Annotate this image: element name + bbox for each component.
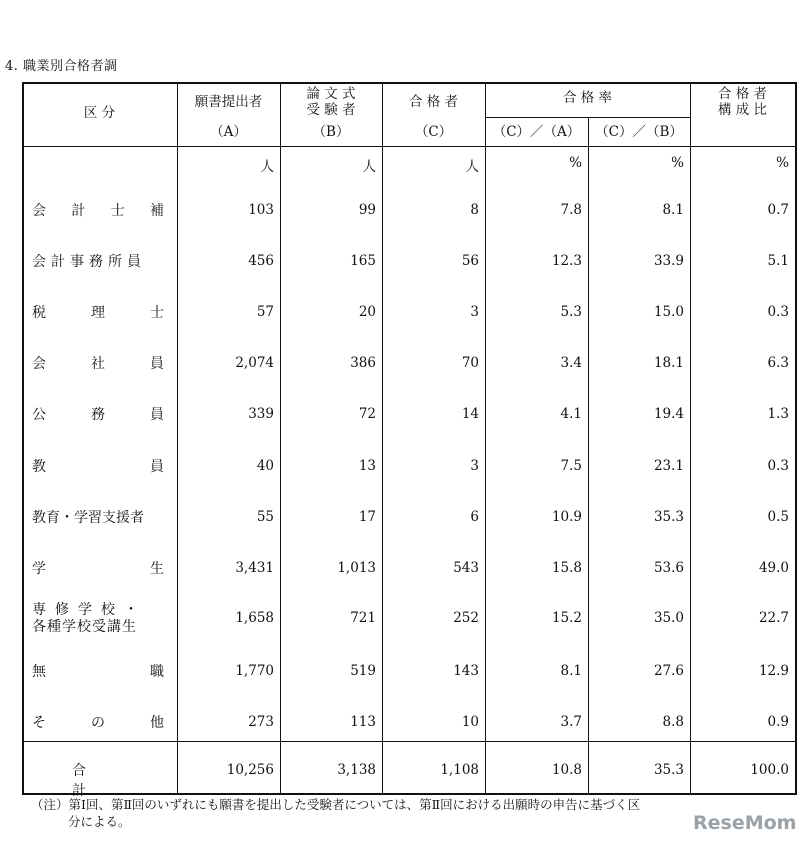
unit-cell: 人	[362, 159, 376, 175]
cell-c: 3	[470, 458, 479, 474]
total-label-text: 合計	[72, 763, 116, 799]
cell-c: 56	[461, 253, 479, 269]
cell-ca: 3.4	[560, 355, 582, 371]
cell-ca: 5.3	[560, 304, 582, 320]
header-passers: 合 格 者	[408, 94, 459, 110]
cell-ca: 8.1	[560, 663, 582, 679]
cell-c: 14	[461, 406, 479, 422]
label-glyph: 税	[32, 305, 46, 321]
cell-b: 113	[350, 714, 376, 730]
label-glyph: 生	[150, 561, 164, 577]
cell-ca: 15.8	[551, 560, 582, 576]
label-glyph: 員	[150, 459, 164, 475]
total-c: 1,108	[440, 762, 479, 778]
cell-a: 1,770	[235, 663, 274, 679]
cell-a: 1,658	[235, 610, 274, 626]
cell-a: 3,431	[235, 560, 274, 576]
label-glyph: 会	[32, 203, 46, 219]
cell-c: 543	[453, 560, 479, 576]
total-label	[72, 760, 132, 800]
row-label	[32, 602, 164, 636]
cell-cb: 8.8	[662, 714, 684, 730]
row-label-text	[32, 200, 164, 220]
label-glyph: 理	[91, 305, 105, 321]
unit-cell: %	[671, 155, 684, 171]
page-title: 4. 職業別合格者調	[5, 59, 118, 74]
cell-b: 165	[350, 253, 376, 269]
row-label-text	[32, 661, 164, 681]
cell-cb: 15.0	[653, 304, 684, 320]
cell-cb: 33.9	[653, 253, 684, 269]
row-label-text	[32, 456, 164, 476]
row-label-text	[32, 404, 164, 424]
cell-ratio: 12.9	[758, 663, 789, 679]
cell-ratio: 0.5	[767, 509, 789, 525]
total-b: 3,138	[337, 762, 376, 778]
col-divider	[588, 117, 589, 793]
row-label	[32, 200, 164, 220]
footnote-line1: （注）第Ⅰ回、第Ⅱ回のいずれにも願書を提出した受験者については、第Ⅱ回における出願時の申告に基づく区	[31, 797, 641, 812]
cell-ratio: 6.3	[767, 355, 789, 371]
label-glyph: 学	[32, 561, 46, 577]
row-label	[32, 302, 164, 322]
cell-b: 99	[358, 202, 376, 218]
row-label	[32, 404, 164, 424]
unit-cell: %	[776, 155, 789, 171]
row-label	[32, 353, 164, 373]
row-label-line1: 専修学校・	[32, 602, 147, 618]
cell-b: 519	[350, 663, 376, 679]
cell-a: 456	[248, 253, 274, 269]
cell-a: 339	[248, 406, 274, 422]
cell-cb: 8.1	[662, 202, 684, 218]
cell-a: 273	[248, 714, 274, 730]
label-glyph: 補	[149, 203, 164, 219]
cell-ratio: 0.7	[767, 202, 789, 218]
footnote	[31, 796, 801, 830]
col-divider	[280, 82, 281, 793]
row-label	[32, 456, 164, 476]
row-label	[32, 661, 164, 681]
header-ratio-line2: 構 成 比	[717, 102, 768, 118]
cell-ratio: 0.3	[767, 304, 789, 320]
cell-ca: 7.8	[560, 202, 582, 218]
cell-ca: 10.9	[551, 509, 582, 525]
col-divider	[382, 82, 383, 793]
row-label-text	[32, 712, 164, 732]
cell-b: 72	[358, 406, 376, 422]
label-glyph: 他	[150, 715, 164, 731]
table-frame	[22, 82, 797, 795]
cell-c: 8	[470, 202, 479, 218]
cell-cb: 27.6	[653, 663, 684, 679]
cell-c: 70	[461, 355, 479, 371]
header-rate-ca: （C）／（A）	[492, 124, 581, 140]
header-essay-code: （B）	[312, 124, 350, 140]
cell-ratio: 22.7	[758, 610, 789, 626]
cell-cb: 18.1	[653, 355, 684, 371]
label-glyph: 員	[150, 407, 164, 423]
cell-c: 143	[453, 663, 479, 679]
cell-ratio: 0.9	[767, 714, 789, 730]
label-glyph: 職	[150, 664, 164, 680]
row-divider	[485, 117, 690, 118]
cell-cb: 53.6	[653, 560, 684, 576]
cell-cb: 35.0	[653, 610, 684, 626]
label-glyph: 務	[91, 407, 105, 423]
label-glyph: そ	[32, 715, 46, 731]
cell-ratio: 49.0	[758, 560, 789, 576]
header-applicants-code: （A）	[210, 124, 247, 140]
cell-ratio: 0.3	[767, 458, 789, 474]
total-ca: 10.8	[551, 762, 582, 778]
row-label-text	[32, 353, 164, 373]
cell-ca: 3.7	[560, 714, 582, 730]
cell-a: 2,074	[235, 355, 274, 371]
row-label	[32, 507, 164, 527]
row-label	[32, 251, 164, 271]
cell-ca: 7.5	[560, 458, 582, 474]
results-table	[22, 82, 795, 799]
header-essay-line2: 受 験 者	[306, 102, 356, 118]
row-label-text	[32, 558, 164, 578]
label-glyph: 教	[32, 459, 46, 475]
cell-c: 3	[470, 304, 479, 320]
header-passers-code: （C）	[414, 124, 453, 140]
cell-a: 103	[248, 202, 274, 218]
cell-b: 20	[358, 304, 376, 320]
col-divider	[177, 82, 178, 793]
cell-c: 6	[470, 509, 479, 525]
row-label-text	[32, 302, 164, 322]
unit-cell: 人	[465, 159, 479, 175]
cell-ca: 12.3	[551, 253, 582, 269]
label-glyph: 士	[150, 305, 164, 321]
label-glyph: 無	[32, 664, 46, 680]
header-applicants: 願書提出者	[194, 94, 263, 110]
label-glyph: 公	[32, 407, 46, 423]
cell-c: 10	[461, 714, 479, 730]
label-glyph: 社	[91, 356, 105, 372]
cell-cb: 35.3	[653, 509, 684, 525]
cell-a: 55	[256, 509, 274, 525]
row-label-line2: 各種学校受講生	[32, 619, 137, 635]
cell-b: 13	[358, 458, 376, 474]
header-category: 区 分	[83, 105, 116, 121]
col-divider	[485, 82, 486, 793]
total-ratio: 100.0	[750, 762, 789, 778]
row-divider	[22, 146, 795, 147]
cell-b: 17	[358, 509, 376, 525]
total-cb: 35.3	[653, 762, 684, 778]
row-label	[32, 712, 164, 732]
row-label	[32, 558, 164, 578]
cell-ca: 15.2	[551, 610, 582, 626]
label-glyph: 士	[110, 203, 125, 219]
col-divider	[690, 82, 691, 793]
resemom-logo	[693, 812, 796, 834]
unit-cell: 人	[260, 159, 274, 175]
cell-b: 721	[350, 610, 376, 626]
cell-a: 57	[256, 304, 274, 320]
cell-ratio: 5.1	[767, 253, 789, 269]
row-label-text: 会計事務所員	[32, 254, 146, 270]
header-rate-cb: （C）／（B）	[595, 124, 683, 140]
cell-b: 1,013	[337, 560, 376, 576]
cell-c: 252	[453, 610, 479, 626]
logo-text: ReseMom	[693, 812, 797, 834]
label-glyph: 員	[150, 356, 164, 372]
cell-ca: 4.1	[560, 406, 582, 422]
cell-cb: 23.1	[653, 458, 684, 474]
header-ratio-line1: 合 格 者	[717, 86, 768, 102]
total-a: 10,256	[226, 762, 274, 778]
cell-a: 40	[256, 458, 274, 474]
unit-cell: %	[569, 155, 582, 171]
footnote-line2: 分による。	[68, 814, 131, 829]
cell-ratio: 1.3	[767, 406, 789, 422]
cell-cb: 19.4	[653, 406, 684, 422]
cell-b: 386	[350, 355, 376, 371]
header-pass-rate: 合 格 率	[562, 90, 613, 106]
label-glyph: の	[91, 715, 105, 731]
label-glyph: 計	[71, 203, 86, 219]
row-label-text: 教育・学習支援者	[32, 510, 144, 526]
label-glyph: 会	[32, 356, 46, 372]
row-divider	[22, 741, 795, 742]
header-essay-line1: 論 文 式	[306, 86, 356, 102]
